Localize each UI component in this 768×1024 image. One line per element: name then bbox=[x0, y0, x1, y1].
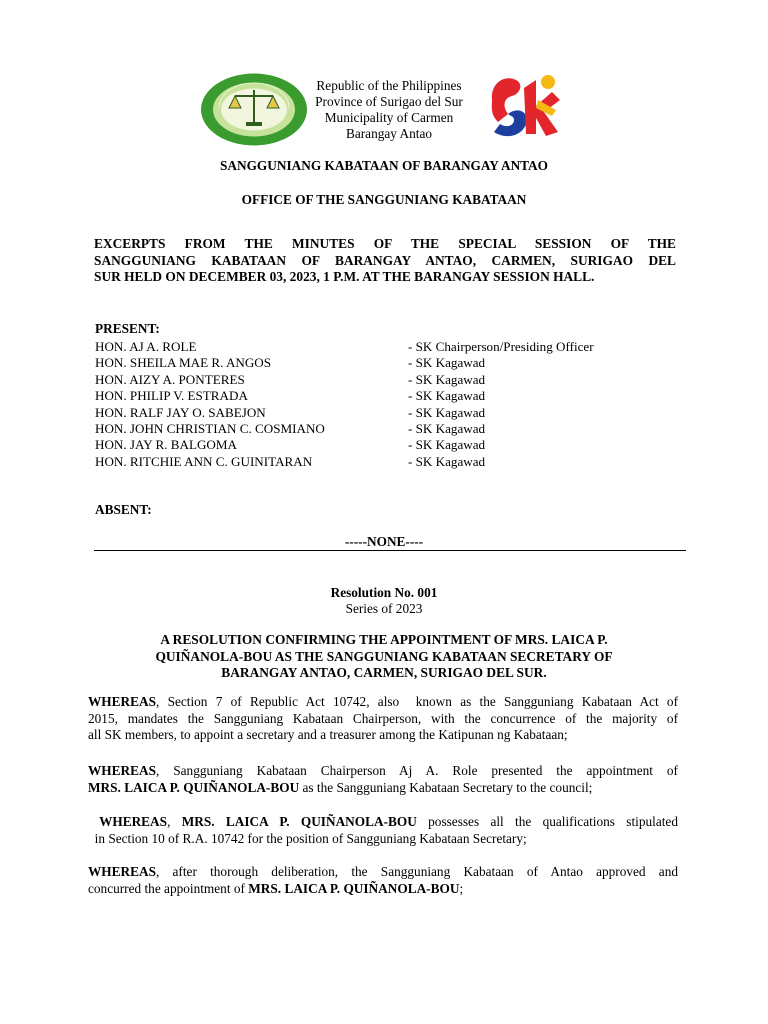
attendance-row bbox=[95, 388, 695, 404]
attendance-row bbox=[95, 437, 695, 453]
sk-logo bbox=[486, 70, 562, 142]
whereas-line bbox=[88, 814, 678, 831]
whereas-line bbox=[88, 694, 678, 711]
whereas-line bbox=[88, 727, 678, 744]
address-line: Barangay Antao bbox=[345, 126, 433, 141]
whereas-line bbox=[88, 881, 678, 898]
whereas-line bbox=[88, 780, 678, 797]
bold-text: MRS. LAICA P. QUIÑANOLA-BOU bbox=[88, 779, 300, 795]
clause-text: , bbox=[167, 814, 182, 829]
whereas-clause bbox=[88, 864, 678, 897]
clause-text: all SK members, to appoint a secretary and a treasurer among the Katipunan ng Kabataan; bbox=[88, 727, 568, 743]
absent-value: -----NONE---- bbox=[344, 534, 424, 549]
clause-text: 2015, mandates the Sangguniang Kabataan Chairperson, with the concurrence of the majority of bbox=[88, 710, 678, 726]
excerpt-line: SUR HELD ON DECEMBER 03, 2023, 1 P.M. AT THE BARANGAY SESSION HALL. bbox=[94, 269, 595, 285]
member-name: HON. AJ A. ROLE bbox=[95, 339, 197, 354]
excerpt-heading bbox=[94, 236, 676, 286]
attendance-row bbox=[95, 339, 695, 355]
clause-text: in Section 10 of R.A. 10742 for the position of Sangguniang Kabataan Secretary; bbox=[88, 830, 527, 846]
member-name: HON. RITCHIE ANN C. GUINITARAN bbox=[95, 453, 313, 469]
attendance-row bbox=[95, 405, 695, 421]
whereas-clause bbox=[88, 763, 678, 796]
member-name: HON. JAY R. BALGOMA bbox=[95, 437, 237, 453]
divider-line bbox=[94, 550, 686, 551]
member-role: - SK Kagawad bbox=[408, 355, 486, 371]
bold-text: MRS. LAICA P. QUIÑANOLA-BOU bbox=[248, 880, 460, 896]
clause-text: possesses all the qualifications stipulated bbox=[416, 814, 678, 829]
present-heading: PRESENT: bbox=[95, 321, 160, 336]
whereas-line bbox=[88, 711, 678, 728]
clause-text: , Sangguniang Kabataan Chairperson Aj A. Role presented the appointment of bbox=[155, 763, 678, 778]
bold-text: WHEREAS bbox=[88, 763, 156, 778]
attendance-row bbox=[95, 421, 695, 437]
member-name: HON. PHILIP V. ESTRADA bbox=[95, 388, 248, 404]
bold-text: MRS. LAICA P. QUIÑANOLA-BOU bbox=[181, 814, 417, 829]
clause-text: , after thorough deliberation, the Sangguniang Kabataan of Antao approved and bbox=[155, 864, 678, 879]
whereas-clause bbox=[88, 814, 678, 847]
bold-text: WHEREAS bbox=[88, 864, 156, 879]
whereas-line bbox=[88, 864, 678, 881]
address-line: Republic of the Philippines bbox=[316, 78, 462, 93]
office-title: OFFICE OF THE SANGGUNIANG KABATAAN bbox=[241, 192, 527, 207]
address-line: Province of Surigao del Sur bbox=[315, 94, 463, 109]
clause-text: , Section 7 of Republic Act 10742, also known as the Sangguniang Kabataan Act of bbox=[155, 694, 678, 709]
resolution-title-line: BARANGAY ANTAO, CARMEN, SURIGAO DEL SUR. bbox=[221, 665, 547, 681]
member-name: HON. SHEILA MAE R. ANGOS bbox=[95, 355, 272, 371]
resolution-series: Series of 2023 bbox=[345, 601, 423, 616]
attendance-row bbox=[95, 372, 695, 388]
member-name: HON. JOHN CHRISTIAN C. COSMIANO bbox=[95, 420, 325, 436]
resolution-title-line: A RESOLUTION CONFIRMING THE APPOINTMENT OF MRS. LAICA P. bbox=[160, 632, 608, 647]
member-role: - SK Kagawad bbox=[408, 388, 486, 404]
member-name: HON. AIZY A. PONTERES bbox=[95, 371, 245, 387]
member-name: HON. RALF JAY O. SABEJON bbox=[95, 404, 266, 420]
member-role: - SK Kagawad bbox=[408, 420, 486, 436]
absent-heading: ABSENT: bbox=[95, 502, 152, 517]
resolution-number: Resolution No. 001 bbox=[330, 585, 438, 600]
clause-text: concurred the appointment of bbox=[88, 880, 249, 896]
whereas-line bbox=[88, 831, 678, 848]
bold-text: WHEREAS bbox=[88, 814, 168, 829]
member-role: - SK Kagawad bbox=[408, 453, 486, 469]
address-line: Municipality of Carmen bbox=[324, 110, 454, 125]
member-role: - SK Kagawad bbox=[408, 437, 486, 453]
excerpt-line: EXCERPTS FROM THE MINUTES OF THE SPECIAL SESSION OF THE bbox=[94, 236, 676, 251]
attendance-list bbox=[95, 339, 695, 470]
member-role: - SK Kagawad bbox=[408, 371, 486, 387]
resolution-title bbox=[100, 632, 668, 682]
council-title: SANGGUNIANG KABATAAN OF BARANGAY ANTAO bbox=[219, 158, 548, 173]
attendance-row bbox=[95, 454, 695, 470]
member-role: - SK Kagawad bbox=[408, 404, 486, 420]
resolution-title-line: QUIÑANOLA-BOU AS THE SANGGUNIANG KABATAAN SECRETARY OF bbox=[155, 648, 613, 664]
address-block bbox=[290, 78, 488, 142]
attendance-row bbox=[95, 355, 695, 371]
member-role: - SK Chairperson/Presiding Officer bbox=[408, 339, 594, 354]
clause-text: as the Sangguniang Kabataan Secretary to the council; bbox=[299, 779, 593, 795]
whereas-line bbox=[88, 763, 678, 780]
whereas-clause bbox=[88, 694, 678, 744]
bold-text: WHEREAS bbox=[88, 694, 156, 709]
clause-text: ; bbox=[459, 880, 464, 896]
excerpt-line: SANGGUNIANG KABATAAN OF BARANGAY ANTAO, CARMEN, SURIGAO DEL bbox=[94, 252, 676, 268]
